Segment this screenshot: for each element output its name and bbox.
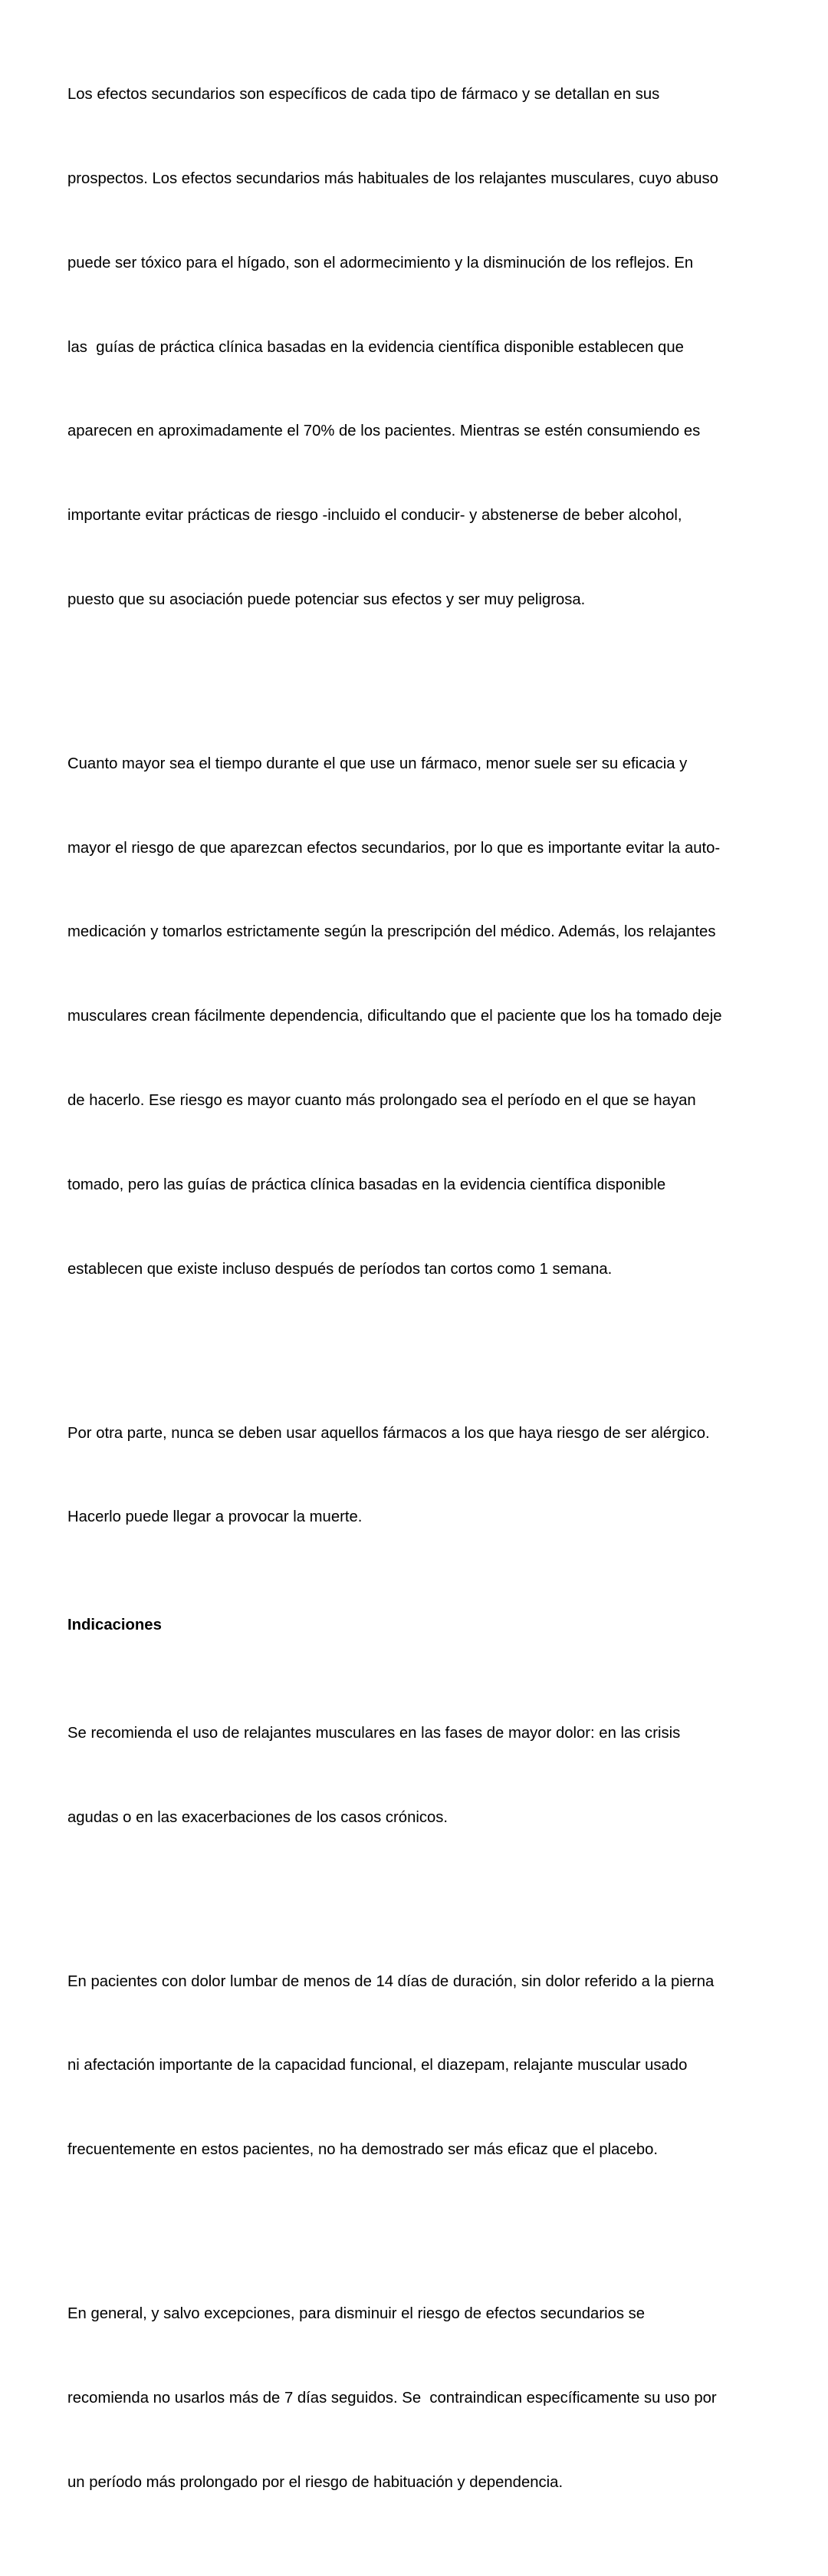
text-line: mayor el riesgo de que aparezcan efectos secundarios, por lo que es importante evitar la auto- bbox=[67, 839, 721, 857]
paragraph-recommendation bbox=[67, 1663, 757, 1888]
text-line: ni afectación importante de la capacidad funcional, el diazepam, relajante muscular usado bbox=[67, 2057, 688, 2074]
text-line: medicación y tomarlos estrictamente según la prescripción del médico. Además, los relajantes bbox=[67, 923, 716, 941]
text-line: prospectos. Los efectos secundarios más habituales de los relajantes musculares, cuyo abuso bbox=[67, 169, 718, 187]
text-line: Los efectos secundarios son específicos de cada tipo de fármaco y se detallan en sus bbox=[67, 86, 660, 104]
section-heading-indicaciones: Indicaciones bbox=[67, 1617, 162, 1634]
text-line: puesto que su asociación puede potenciar sus efectos y ser muy peligrosa. bbox=[67, 591, 586, 608]
text-line: agudas o en las exacerbaciones de los casos crónicos. bbox=[67, 1808, 449, 1826]
text-line: Cuanto mayor sea el tiempo durante el que use un fármaco, menor suele ser su eficacia y bbox=[67, 755, 688, 772]
text-line: de hacerlo. Ese riesgo es mayor cuanto más prolongado sea el período en el que se hayan bbox=[67, 1091, 696, 1109]
text-line: recomienda no usarlos más de 7 días seguidos. Se contraindican específicamente su uso por bbox=[67, 2389, 717, 2407]
text-line: establecen que existe incluso después de períodos tan cortos como 1 semana. bbox=[67, 1260, 613, 1278]
paragraph-side-effects bbox=[67, 25, 757, 670]
text-line: puede ser tóxico para el hígado, son el adormecimiento y la disminución de los reflejos. En bbox=[67, 254, 694, 271]
text-line: frecuentemente en estos pacientes, no ha demostrado ser más eficaz que el placebo. bbox=[67, 2141, 659, 2159]
text-line: un período más prolongado por el riesgo de habituación y dependencia. bbox=[67, 2473, 564, 2491]
text-line: Se recomienda el uso de relajantes musculares en las fases de mayor dolor: en las crisis bbox=[67, 1724, 681, 1742]
text-line: Por otra parte, nunca se deben usar aquellos fármacos a los que haya riesgo de ser alérgico. bbox=[67, 1424, 710, 1442]
text-line: las guías de práctica clínica basadas en la evidencia científica disponible establecen que bbox=[67, 338, 684, 356]
text-line: En pacientes con dolor lumbar de menos de 14 días de duración, sin dolor referido a la pierna bbox=[67, 1972, 715, 1990]
paragraph-general-advice bbox=[67, 2244, 757, 2553]
text-line: musculares crean fácilmente dependencia, dificultando que el paciente que los ha tomado deje bbox=[67, 1008, 722, 1025]
paragraph-allergy bbox=[67, 1363, 757, 1587]
paragraph-lumbar-pain bbox=[67, 1911, 757, 2220]
text-line: importante evitar prácticas de riesgo -incluido el conducir- y abstenerse de beber alcohol, bbox=[67, 507, 682, 525]
document-page bbox=[67, 25, 757, 2576]
text-line: Hacerlo puede llegar a provocar la muerte. bbox=[67, 1508, 363, 1526]
text-line: tomado, pero las guías de práctica clínica basadas en la evidencia científica disponible bbox=[67, 1176, 666, 1193]
paragraph-duration-risk bbox=[67, 694, 757, 1340]
text-line: aparecen en aproximadamente el 70% de los pacientes. Mientras se estén consumiendo es bbox=[67, 423, 701, 440]
text-line: En general, y salvo excepciones, para disminuir el riesgo de efectos secundarios se bbox=[67, 2305, 646, 2323]
